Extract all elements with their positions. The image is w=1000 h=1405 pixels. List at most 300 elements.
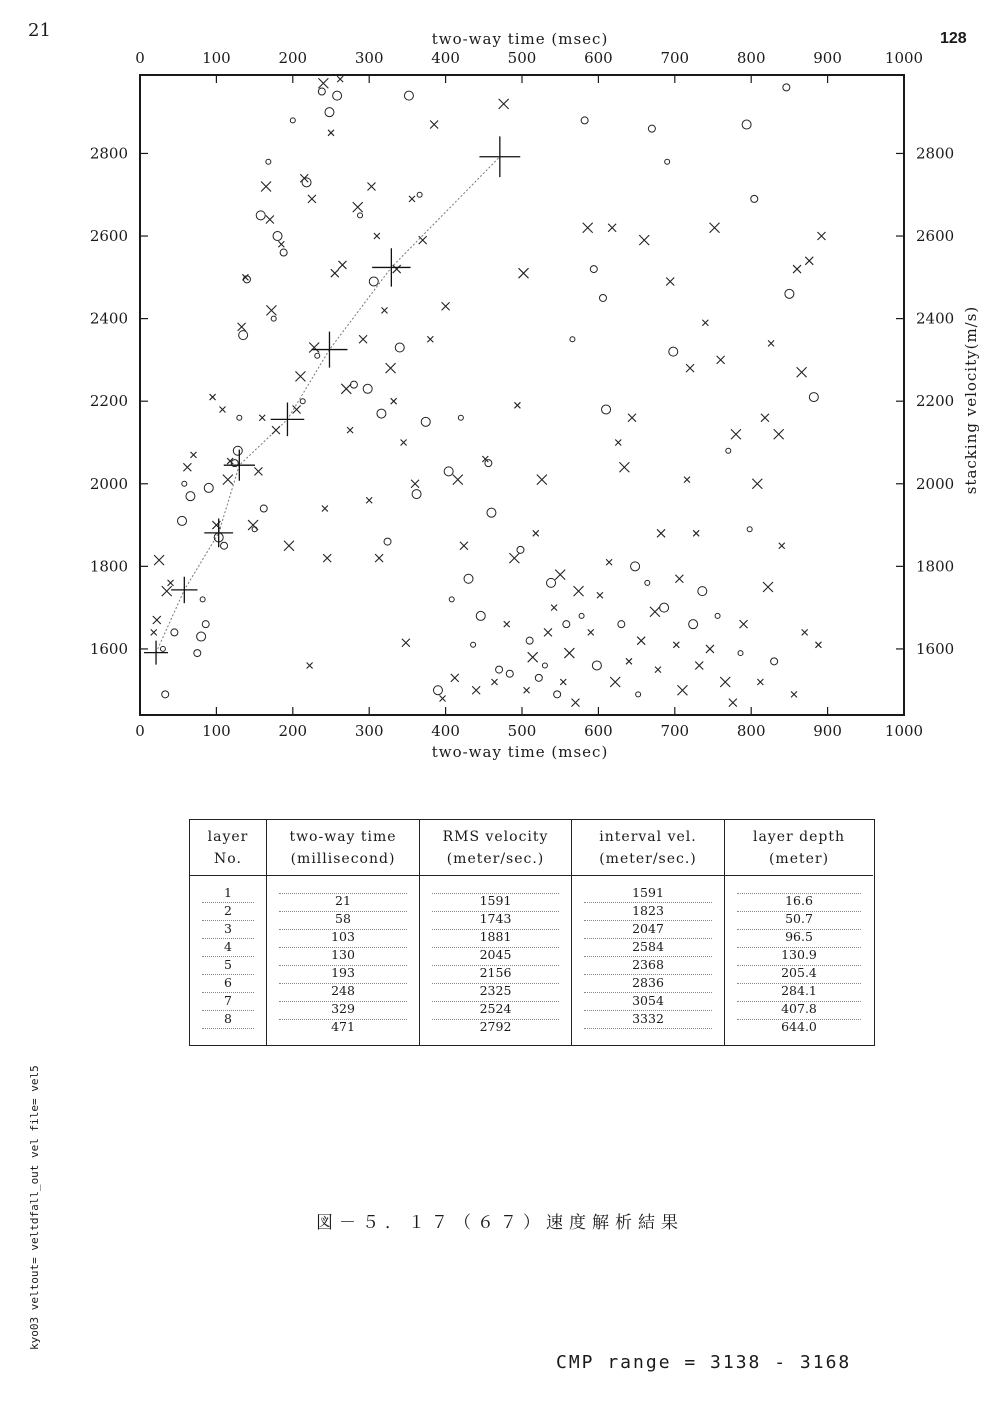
row-separator-dotted	[584, 920, 712, 921]
semblance-point-cross	[338, 261, 346, 269]
table-cell: 6	[224, 975, 232, 990]
row-separator-dotted	[279, 983, 407, 984]
semblance-point-cross	[409, 196, 415, 202]
semblance-point-circle	[631, 562, 640, 571]
semblance-point-cross	[720, 677, 730, 687]
semblance-point-cross	[190, 452, 196, 458]
semblance-point-cross	[472, 686, 480, 694]
semblance-point-circle	[648, 125, 655, 132]
semblance-point-cross	[309, 343, 319, 353]
semblance-point-cross	[560, 679, 566, 685]
semblance-point-cross	[504, 621, 510, 627]
picked-velocity-marker	[171, 577, 197, 603]
x-tick-label-bottom: 800	[736, 722, 766, 740]
semblance-point-circle	[660, 603, 669, 612]
semblance-point-cross	[564, 648, 574, 658]
semblance-point-circle	[302, 178, 311, 187]
semblance-point-circle	[202, 621, 209, 628]
x-tick-label-top: 600	[584, 49, 613, 67]
table-cell: 1591	[479, 893, 512, 908]
semblance-point-circle	[186, 492, 195, 501]
semblance-point-circle	[221, 542, 228, 549]
semblance-point-circle	[715, 613, 720, 618]
row-separator-dotted	[584, 902, 712, 903]
picked-velocity-marker	[144, 641, 168, 665]
semblance-point-cross	[615, 439, 621, 445]
table-cell: 103	[331, 929, 355, 944]
y-tick-label-right: 2400	[916, 309, 955, 328]
row-separator-dotted	[432, 965, 559, 966]
semblance-point-circle	[160, 646, 165, 651]
header-interval-velocity	[572, 820, 724, 876]
semblance-point-cross	[393, 265, 401, 273]
semblance-point-circle	[698, 587, 707, 596]
table-cell: 329	[331, 1001, 355, 1016]
semblance-point-cross	[537, 475, 547, 485]
semblance-point-cross	[375, 554, 383, 562]
semblance-point-circle	[554, 691, 561, 698]
semblance-point-cross	[519, 268, 529, 278]
semblance-point-cross	[374, 233, 380, 239]
semblance-point-circle	[476, 611, 485, 620]
table-cell: 2	[224, 903, 232, 918]
y-tick-label-left: 1800	[89, 557, 128, 576]
semblance-point-circle	[421, 417, 430, 426]
semblance-point-cross	[391, 398, 397, 404]
semblance-point-circle	[182, 481, 187, 486]
semblance-point-circle	[618, 621, 625, 628]
row-separator-dotted	[279, 965, 407, 966]
x-tick-label-bottom: 900	[813, 722, 842, 740]
y-tick-label-left: 2400	[89, 309, 128, 328]
y-tick-label-right: 2600	[916, 227, 955, 246]
semblance-point-cross	[430, 121, 438, 129]
row-separator-dotted	[584, 938, 712, 939]
semblance-point-cross	[608, 224, 616, 232]
semblance-point-cross	[381, 307, 387, 313]
semblance-point-circle	[417, 192, 422, 197]
semblance-point-circle	[377, 409, 386, 418]
table-cell: 644.0	[781, 1019, 817, 1034]
semblance-point-circle	[535, 674, 542, 681]
row-separator-dotted	[737, 983, 861, 984]
semblance-point-circle	[350, 381, 357, 388]
x-tick-label-top: 1000	[884, 49, 924, 67]
header-line: two-way time	[289, 829, 397, 845]
semblance-point-circle	[404, 91, 413, 100]
semblance-point-cross	[220, 406, 226, 412]
semblance-point-circle	[237, 415, 242, 420]
semblance-point-cross	[684, 477, 690, 483]
semblance-point-cross	[774, 429, 784, 439]
row-separator-dotted	[432, 983, 559, 984]
semblance-point-circle	[526, 637, 533, 644]
y-tick-label-right: 2200	[916, 392, 955, 411]
semblance-point-cross	[386, 363, 396, 373]
semblance-point-cross	[797, 367, 807, 377]
semblance-point-circle	[689, 620, 698, 629]
semblance-point-circle	[325, 108, 334, 117]
processing-side-label: kyo03 veltout= veltdfall_out vel file= vel5	[28, 1065, 41, 1350]
semblance-point-cross	[626, 658, 632, 664]
semblance-point-circle	[233, 446, 242, 455]
semblance-point-circle	[563, 621, 570, 628]
semblance-point-circle	[178, 516, 187, 525]
x-tick-label-top: 700	[660, 49, 690, 67]
semblance-point-cross	[323, 554, 331, 562]
semblance-point-circle	[273, 232, 282, 241]
row-separator-dotted	[432, 893, 559, 894]
semblance-point-circle	[783, 84, 790, 91]
semblance-point-cross	[168, 580, 174, 586]
semblance-point-circle	[458, 415, 463, 420]
semblance-point-cross	[284, 541, 294, 551]
row-separator-dotted	[737, 893, 861, 894]
table-cell: 248	[331, 983, 355, 998]
semblance-point-cross	[639, 235, 649, 245]
row-separator-dotted	[202, 956, 254, 957]
x-tick-label-top: 100	[202, 49, 231, 67]
row-separator-dotted	[202, 902, 254, 903]
picked-velocity-line	[156, 157, 500, 653]
row-separator-dotted	[202, 1028, 254, 1029]
table-cell: 8	[224, 1011, 232, 1026]
semblance-point-cross	[666, 277, 674, 285]
semblance-point-cross	[817, 232, 825, 240]
semblance-point-cross	[427, 336, 433, 342]
col-rms-velocity	[419, 820, 571, 1045]
semblance-point-cross	[401, 439, 407, 445]
semblance-point-cross	[451, 674, 459, 682]
col-two-way-time	[266, 820, 419, 1045]
semblance-point-cross	[366, 497, 372, 503]
row-separator-dotted	[584, 1010, 712, 1011]
picked-velocity-markers	[144, 136, 520, 664]
semblance-point-cross	[223, 475, 233, 485]
table-cell: 50.7	[785, 911, 813, 926]
semblance-point-circle	[239, 331, 248, 340]
semblance-point-circle	[300, 399, 305, 404]
table-cell: 193	[331, 965, 355, 980]
header-two-way-time	[267, 820, 419, 876]
semblance-point-cross	[328, 130, 334, 136]
semblance-point-cross	[597, 592, 603, 598]
axis-ticks	[90, 49, 954, 740]
semblance-point-cross	[266, 305, 276, 315]
semblance-point-circle	[412, 490, 421, 499]
x-tick-label-bottom: 500	[507, 722, 537, 740]
picked-velocity-path	[156, 157, 500, 653]
figure-caption: 図－５．１７（６７）速度解析結果	[316, 1213, 684, 1233]
row-separator-dotted	[279, 1019, 407, 1020]
semblance-point-cross	[162, 586, 172, 596]
semblance-point-cross	[650, 607, 660, 617]
semblance-point-cross	[757, 679, 763, 685]
semblance-point-cross	[341, 384, 351, 394]
semblance-point-cross	[802, 629, 808, 635]
semblance-point-circle	[471, 642, 476, 647]
semblance-point-circle	[570, 337, 575, 342]
x-tick-label-top: 300	[354, 49, 384, 67]
semblance-point-cross	[318, 78, 328, 88]
table-cell: 205.4	[781, 965, 817, 980]
semblance-point-cross	[419, 236, 427, 244]
semblance-point-circle	[645, 580, 650, 585]
y-tick-label-left: 2800	[89, 144, 128, 163]
x-tick-label-bottom: 0	[135, 722, 145, 740]
header-line: interval vel.	[599, 829, 697, 845]
semblance-point-cross	[453, 475, 463, 485]
semblance-point-circle	[204, 483, 213, 492]
semblance-point-cross	[606, 559, 612, 565]
semblance-point-circle	[726, 448, 731, 453]
picked-velocity-marker	[479, 136, 520, 177]
semblance-point-circle	[785, 289, 794, 298]
row-separator-dotted	[737, 1019, 861, 1020]
semblance-point-cross	[791, 691, 797, 697]
table-cell: 130.9	[781, 947, 817, 962]
row-separator-dotted	[279, 911, 407, 912]
semblance-point-circle	[669, 347, 678, 356]
table-cell: 5	[224, 957, 232, 972]
semblance-point-cross	[210, 394, 216, 400]
semblance-point-circle	[581, 117, 588, 124]
table-cell: 3332	[632, 1011, 664, 1026]
y-tick-label-right: 2000	[916, 474, 955, 493]
row-separator-dotted	[432, 947, 559, 948]
semblance-point-circle	[747, 527, 752, 532]
semblance-point-cross	[588, 629, 594, 635]
semblance-point-circle	[171, 629, 178, 636]
semblance-point-cross	[675, 575, 683, 583]
semblance-point-circle	[742, 120, 751, 129]
semblance-point-circle	[433, 686, 442, 695]
semblance-point-circle	[280, 249, 287, 256]
semblance-point-cross	[583, 223, 593, 233]
semblance-point-circle	[290, 118, 295, 123]
page-number-left: 21	[28, 20, 51, 41]
x-tick-label-top: 900	[813, 49, 842, 67]
semblance-point-cross	[514, 402, 520, 408]
semblance-point-circle	[444, 467, 453, 476]
semblance-point-circle	[487, 508, 496, 517]
row-separator-dotted	[279, 947, 407, 948]
row-separator-dotted	[202, 974, 254, 975]
semblance-point-cross	[254, 467, 262, 475]
row-separator-dotted	[432, 911, 559, 912]
semblance-point-cross	[528, 652, 538, 662]
semblance-point-cross	[571, 699, 579, 707]
semblance-point-circle	[395, 343, 404, 352]
semblance-point-cross	[740, 620, 748, 628]
row-separator-dotted	[584, 992, 712, 993]
row-separator-dotted	[432, 929, 559, 930]
table-cell: 1823	[632, 903, 664, 918]
row-separator-dotted	[279, 929, 407, 930]
table-cell: 130	[331, 947, 355, 962]
table-cell: 1743	[479, 911, 512, 926]
semblance-point-cross	[442, 302, 450, 310]
table-cell: 2836	[632, 975, 664, 990]
semblance-point-circle	[579, 613, 584, 618]
semblance-point-cross	[533, 530, 539, 536]
semblance-point-cross	[266, 216, 274, 224]
semblance-point-cross	[259, 415, 265, 421]
semblance-point-cross	[272, 426, 280, 434]
semblance-point-circle	[464, 574, 473, 583]
semblance-point-cross	[308, 195, 316, 203]
semblance-point-cross	[619, 462, 629, 472]
row-separator-dotted	[432, 1019, 559, 1020]
semblance-point-circle	[260, 505, 267, 512]
x-tick-label-bottom: 700	[660, 722, 690, 740]
semblance-point-cross	[686, 364, 694, 372]
semblance-point-cross	[655, 667, 661, 673]
semblance-point-circle	[590, 266, 597, 273]
table-cell: 16.6	[785, 893, 813, 908]
table-cell: 407.8	[781, 1001, 817, 1016]
y-tick-label-left: 2000	[89, 474, 128, 493]
semblance-point-cross	[574, 586, 584, 596]
semblance-point-circle	[496, 666, 503, 673]
semblance-point-circle	[602, 405, 611, 414]
y-tick-label-right: 2800	[916, 144, 955, 163]
x-tick-label-bottom: 600	[584, 722, 613, 740]
semblance-point-cross	[151, 629, 157, 635]
semblance-point-circle	[547, 578, 556, 587]
semblance-point-cross	[815, 642, 821, 648]
semblance-point-circle	[592, 661, 601, 670]
semblance-point-cross	[183, 463, 191, 471]
semblance-point-cross	[677, 685, 687, 695]
semblance-point-cross	[637, 637, 645, 645]
table-cell: 1591	[632, 885, 664, 900]
semblance-point-cross	[238, 323, 246, 331]
table-cell: 3054	[632, 993, 664, 1008]
semblance-point-cross	[706, 645, 714, 653]
table-cell: 96.5	[785, 929, 813, 944]
header-line: No.	[214, 851, 242, 867]
semblance-point-circle	[542, 663, 547, 668]
semblance-point-cross	[610, 677, 620, 687]
x-axis-title-bottom: two-way time (msec)	[431, 743, 609, 761]
semblance-point-circle	[485, 460, 492, 467]
semblance-point-circle	[363, 384, 372, 393]
semblance-point-circle	[358, 213, 363, 218]
semblance-point-cross	[491, 679, 497, 685]
col-layer-depth	[724, 820, 873, 1045]
row-separator-dotted	[737, 947, 861, 948]
table-cell: 2524	[479, 1001, 512, 1016]
y-tick-label-left: 2600	[89, 227, 128, 246]
semblance-point-circle	[506, 670, 513, 677]
row-separator-dotted	[202, 1010, 254, 1011]
semblance-point-cross	[673, 642, 679, 648]
semblance-points	[151, 76, 826, 706]
y-tick-label-left: 2200	[89, 392, 128, 411]
col-layer-no	[190, 820, 266, 1045]
semblance-point-cross	[768, 340, 774, 346]
x-tick-label-bottom: 300	[354, 722, 384, 740]
semblance-point-cross	[544, 628, 552, 636]
header-rms-velocity	[420, 820, 571, 876]
x-tick-label-top: 0	[135, 49, 145, 67]
semblance-point-circle	[200, 597, 205, 602]
semblance-point-circle	[771, 658, 778, 665]
table-cell: 2792	[479, 1019, 512, 1034]
row-separator-dotted	[584, 956, 712, 957]
semblance-point-circle	[194, 650, 201, 657]
row-separator-dotted	[202, 992, 254, 993]
velocity-table	[189, 819, 875, 1046]
y-tick-label-right: 1600	[916, 639, 955, 658]
x-tick-label-bottom: 400	[431, 722, 460, 740]
semblance-point-circle	[449, 597, 454, 602]
row-separator-dotted	[737, 965, 861, 966]
semblance-point-circle	[162, 691, 169, 698]
semblance-point-cross	[278, 241, 284, 247]
table-cell: 284.1	[781, 983, 817, 998]
row-separator-dotted	[737, 929, 861, 930]
semblance-point-circle	[384, 538, 391, 545]
row-separator-dotted	[279, 893, 407, 894]
table-cell: 2045	[479, 947, 512, 962]
semblance-point-cross	[353, 202, 363, 212]
x-tick-label-top: 800	[736, 49, 766, 67]
semblance-point-cross	[555, 570, 565, 580]
semblance-point-cross	[524, 687, 530, 693]
semblance-point-cross	[628, 414, 636, 422]
semblance-point-circle	[751, 195, 758, 202]
semblance-point-cross	[347, 427, 353, 433]
semblance-point-cross	[261, 181, 271, 191]
semblance-point-circle	[809, 393, 818, 402]
header-line: (meter/sec.)	[446, 851, 545, 867]
row-separator-dotted	[202, 938, 254, 939]
x-tick-label-top: 200	[278, 49, 308, 67]
semblance-point-cross	[337, 76, 343, 82]
semblance-point-cross	[763, 582, 773, 592]
x-tick-label-top: 400	[431, 49, 460, 67]
semblance-point-circle	[266, 159, 271, 164]
x-tick-label-bottom: 200	[278, 722, 308, 740]
col-interval-velocity	[571, 820, 724, 1045]
semblance-point-cross	[499, 99, 509, 109]
semblance-point-cross	[702, 320, 708, 326]
header-line: (meter/sec.)	[599, 851, 697, 867]
semblance-point-cross	[367, 182, 375, 190]
table-cell: 3	[224, 921, 232, 936]
semblance-point-circle	[271, 316, 276, 321]
table-cell: 4	[224, 939, 232, 954]
row-separator-dotted	[432, 1001, 559, 1002]
semblance-point-cross	[551, 605, 557, 611]
y-tick-label-left: 1600	[89, 639, 128, 658]
y-tick-label-right: 1800	[916, 557, 955, 576]
semblance-point-cross	[153, 616, 161, 624]
semblance-point-cross	[460, 542, 468, 550]
row-separator-dotted	[737, 911, 861, 912]
semblance-point-circle	[333, 91, 342, 100]
header-layer-depth	[725, 820, 873, 876]
row-separator-dotted	[584, 1028, 712, 1029]
semblance-point-circle	[738, 651, 743, 656]
semblance-point-cross	[509, 553, 519, 563]
table-cell: 7	[224, 993, 232, 1008]
row-separator-dotted	[737, 1001, 861, 1002]
semblance-point-cross	[710, 223, 720, 233]
semblance-point-cross	[295, 371, 305, 381]
